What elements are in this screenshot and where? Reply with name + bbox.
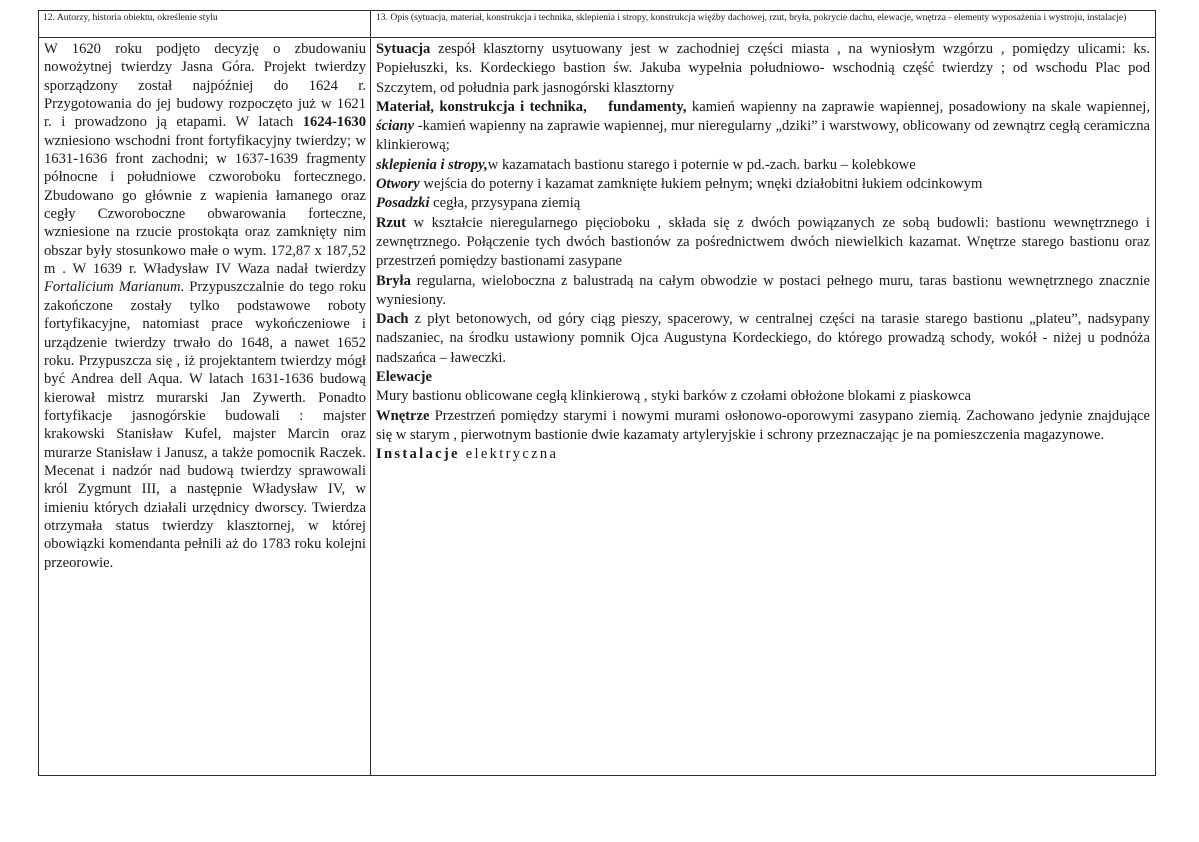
section-rzut: Rzut w kształcie nieregularnego pięcioboku , składa się z dwóch powiązanych ze sobą budowli: bastionu wewnętrznego i zewnętrznego. Połączenie tych dwóch bastionów za pośrednictwem dwóch niewielkich kazamat. Wnętrze starego bastionu oraz przestrzeń pomiędzy bastionami zasypane [376,214,1150,270]
section-posadzki: Posadzki cegła, przysypana ziemią [376,195,581,212]
fortalicium-name: Fortalicium Marianum [44,279,181,296]
section-material: Materiał, konstrukcja i technika, fundamenty, kamień wapienny na zaprawie wapiennej, posadowiony na skale wapiennej, ściany -kamień wapienny na zaprawie wapiennej, mur nieregularny „dziki” i warstwowy, oblicowany od zewnątrz cegłą ceramiczna klinkierową; [376,98,1150,154]
section-otwory: Otwory wejścia do poterny i kazamat zamknięte łukiem pełnym; wnęki działobitni łukiem odcinkowym [376,176,983,193]
history-column [44,40,366,572]
section-instalacje: Instalacje elektryczna [376,446,559,463]
header-authors-history: 12. Autorzy, historia obiektu, określenie stylu [43,12,218,23]
header-description: 13. Opis (sytuacja, materiał, konstrukcja i technika, sklepienia i stropy, konstrukcja więźby dachowej, rzut, bryła, pokrycie dachu, elewacje, wnętrza - elementy wyposażenia i wystroju, instalacje) [376,12,1127,23]
column-divider [370,11,371,775]
section-bryla: Bryła regularna, wieloboczna z balustradą na całym obwodzie w postaci pełnego muru, taras bastionu wewnętrznego znacznie wyniesiony. [376,272,1150,308]
section-elewacje-heading: Elewacje [376,369,432,386]
years-bold: 1624-1630 [302,114,366,131]
section-wnetrze: Wnętrze Przestrzeń pomiędzy starymi i nowymi murami osłonowo-oporowymi zasypano ziemią. Zachowano jedynie znajdujące się w starym , pierwotnym bastionie dwie kazamaty artyleryjskie i schrony przeznaczając je na pomieszczenia magazynowe. [376,407,1150,443]
section-elewacje-text: Mury bastionu oblicowane cegłą klinkierową , styki barków z czołami obłożone blokami z piaskowca [376,388,971,405]
description-column [376,40,1150,465]
section-sklepienia: sklepienia i stropy,w kazamatach bastionu starego i poternie w pd.-zach. barku – kolebkowe [376,156,916,173]
section-dach: Dach z płyt betonowych, od góry ciąg pieszy, spacerowy, w centralnej części na tarasie starego bastionu „plateu”, nadsypany nadszaniec, na środku ustawiony pomnik Ojca Augustyna Kordeckiego, do którego prowadzą schody, wokół - niżej u podnóża nadszańca – ławeczki. [376,311,1150,366]
history-text: W 1620 roku podjęto decyzję o zbudowaniu nowożytnej twierdzy Jasna Góra. Projekt twierdzy sporządzony został najpóźniej do 1624 r. Przygotowania do jej budowy rozpoczęto już w 1621 r. i prowadzono ją etapami. W latach 1624-1630 wzniesiono wschodni front fortyfikacyjny twierdzy; w 1631-1636 front zachodni; w 1637-1639 fragmenty północne i południowe czworoboku fortecznego. Zbudowano go głównie z wapienia łamanego oraz cegły Czworoboczne obwarowania forteczne, wzniesione na rzucie prostokąta oraz zamknięty nim obszar były stosunkowo małe o wym. 172,87 x 187,52 m . W 1639 r. Władysław IV Waza nadał twierdzy Fortalicium Marianum. Przypuszczalnie do tego roku zakończone zostały tylko podstawowe roboty fortyfikacyjne, natomiast prace wykończeniowe i urządzenie twierdzy trwało do 1648, a nawet 1652 roku. Przypuszcza się , iż projektantem twierdzy mógł być Andrea dell Aqua. W latach 1631-1636 budową kierował mistrz murarski Jan Zywerth. Ponadto fortyfikacje jasnogórskie budowali : majster krakowski Stanisław Kufel, majster Marcin oraz murarze Stanisław i Janusz, a także pomocnik Raczek. Mecenat i nadzór nad budową twierdzy sprawowali król Zygmunt III, a następnie Władysław IV, w imieniu których działali urzędnicy dworscy. Twierdza otrzymała status twierdzy klasztornej, w której obowiązki komendanta pełnili aż do 1783 roku kolejni przeorowie. [44,41,366,571]
form-table [38,10,1156,776]
section-sytuacja: Sytuacja zespół klasztorny usytuowany jest w zachodniej części miasta , na wyniosłym wzgórzu , pomiędzy ulicami: ks. Popiełuszki, ks. Kordeckiego bastion św. Jakuba wypełnia południowo- wschodnią część twierdzy ; od wschodu Plac pod Szczytem, od południa park jasnogórski klasztorny [376,41,1150,96]
header-divider [39,37,1155,38]
